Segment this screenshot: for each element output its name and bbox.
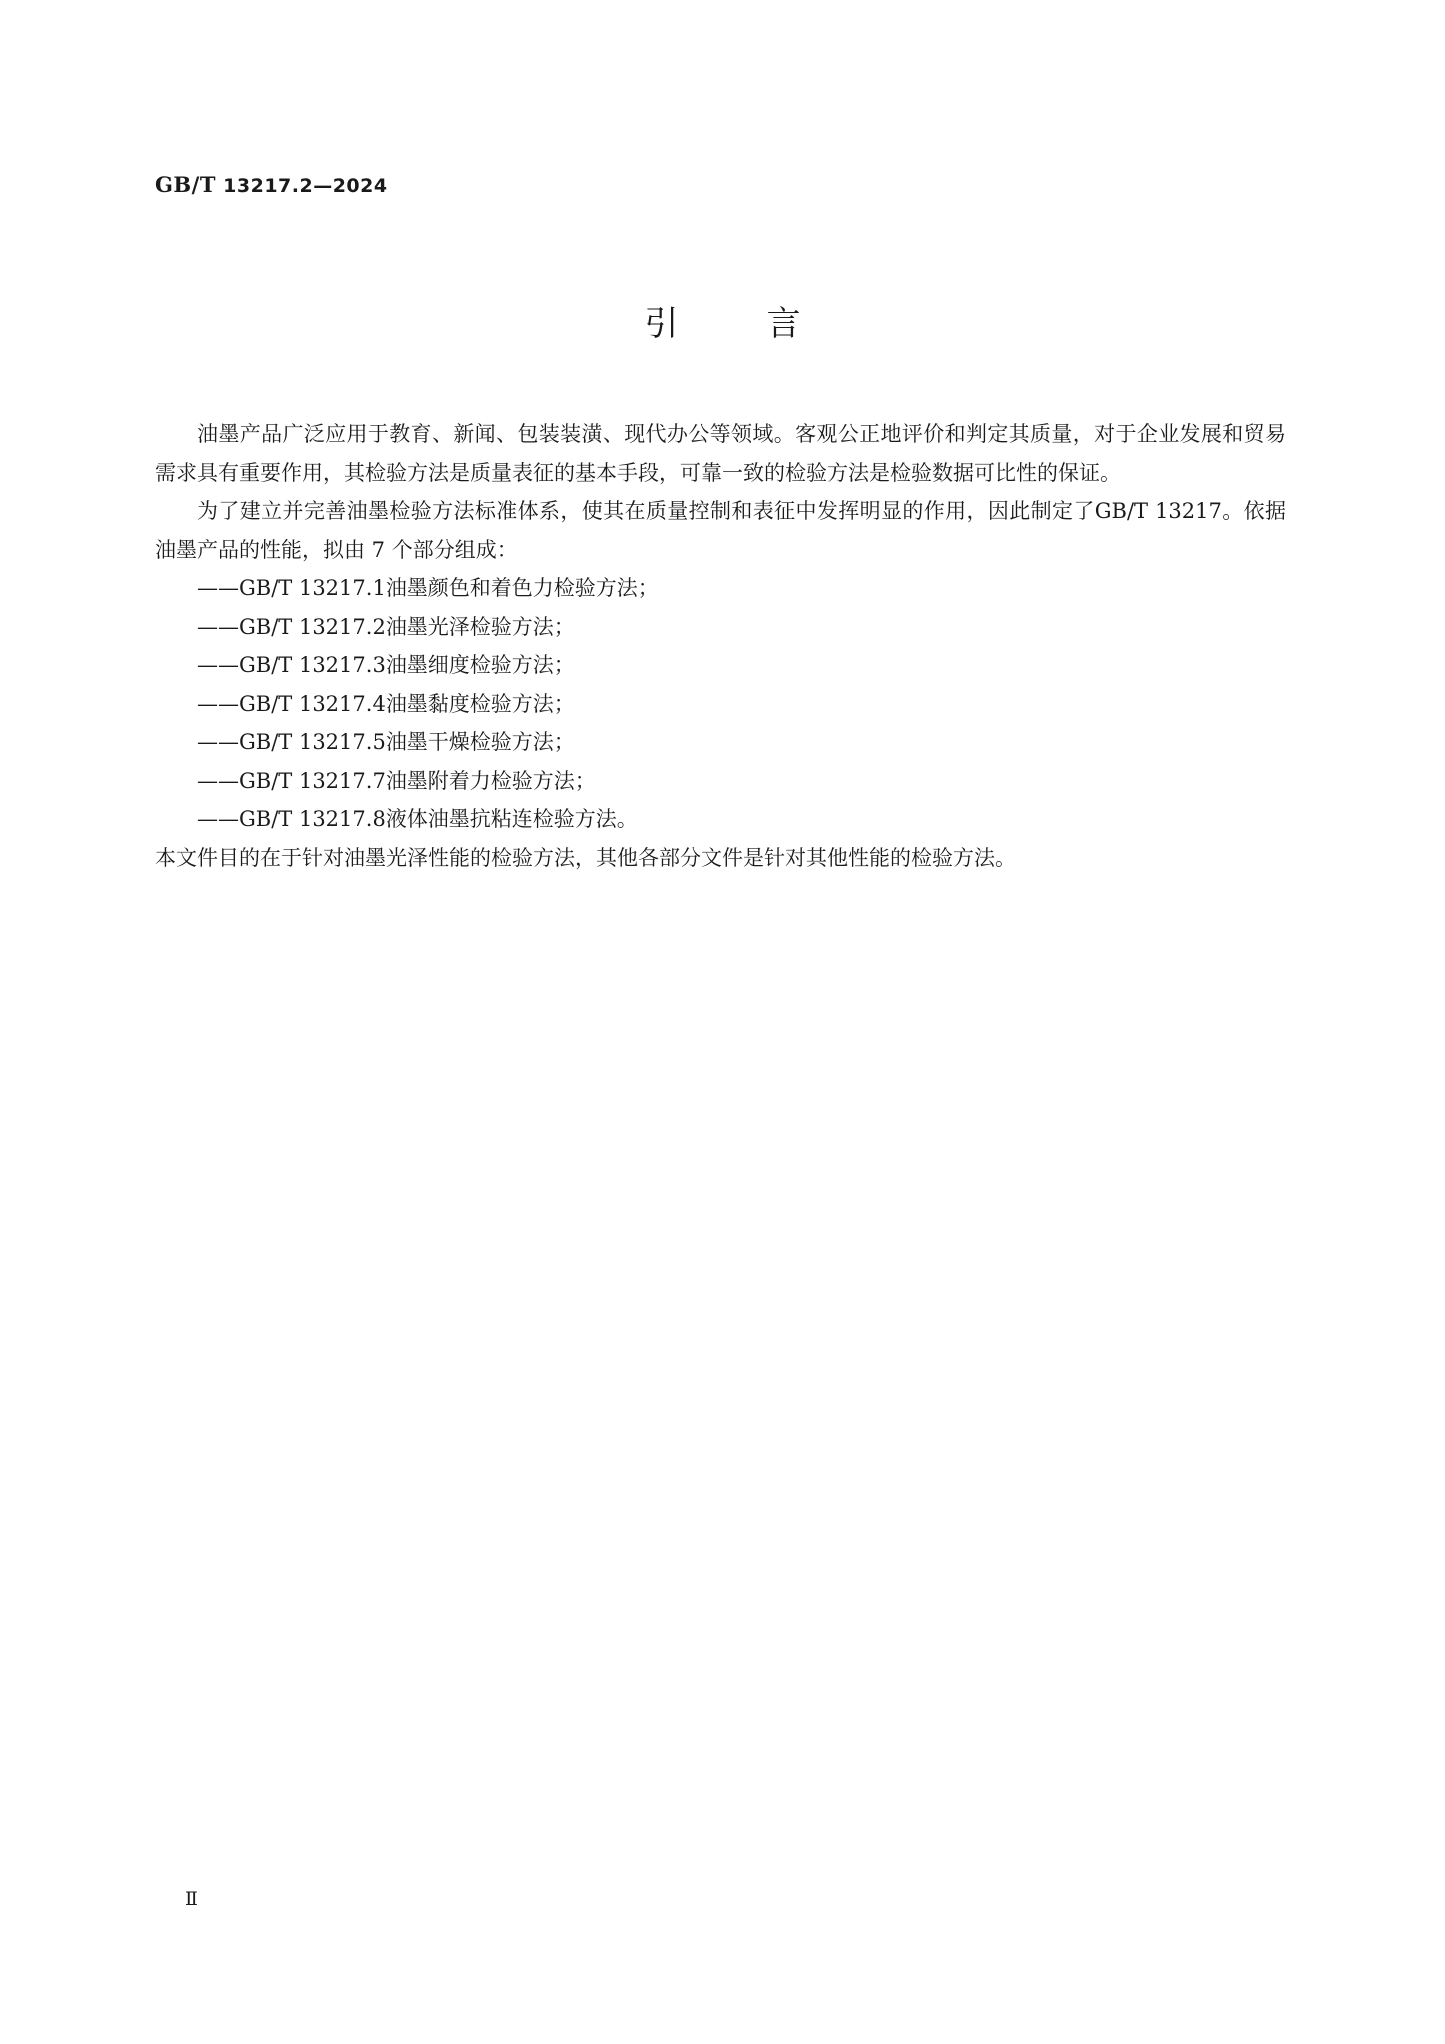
list-item [155,762,1286,801]
page-number: Ⅱ [185,1888,198,1910]
list-item [155,723,1286,762]
part-code: ——GB/T 13217.3 [197,653,386,677]
part-name: 油墨细度检验方法； [385,653,575,677]
intro-paragraph-1: 油墨产品广泛应用于教育、新闻、包装装潢、现代办公等领域。客观公正地评价和判定其质量，对于企业发展和贸易需求具有重要作用，其检验方法是质量表征的基本手段，可靠一致的检验方法是检验数据可比性的保证。 [155,422,1286,485]
standard-code-number: 13217.2—2024 [223,175,388,197]
part-code: ——GB/T 13217.4 [197,691,386,716]
part-name: 油墨干燥检验方法； [385,730,575,754]
part-code: ——GB/T 13217.7 [197,768,386,793]
list-item [155,685,1286,724]
standard-code-header [155,172,388,197]
part-name: 液体油墨抗粘连检验方法。 [385,807,638,831]
part-code: ——GB/T 13217.2 [197,614,386,639]
closing-paragraph: 本文件目的在于针对油墨光泽性能的检验方法，其他各部分文件是针对其他性能的检验方法。 [155,845,1016,870]
list-item [155,569,1286,608]
part-name: 油墨附着力检验方法； [385,768,596,793]
list-item [155,646,1286,685]
document-body [155,415,1286,877]
list-item [155,800,1286,839]
part-name: 油墨颜色和着色力检验方法； [385,576,659,600]
intro-paragraph-2: 为了建立并完善油墨检验方法标准体系，使其在质量控制和表征中发挥明显的作用，因此制定了GB/T 13217。依据油墨产品的性能，拟由 7 个部分组成： [155,499,1286,562]
list-item [155,608,1286,647]
part-name: 油墨光泽检验方法； [385,614,575,639]
part-code: ——GB/T 13217.8 [197,807,386,831]
part-code: ——GB/T 13217.5 [197,730,386,754]
part-name: 油墨黏度检验方法； [385,691,575,716]
parts-list [155,569,1286,839]
page-title: 引言 [644,304,889,344]
part-code: ——GB/T 13217.1 [197,576,386,600]
standard-code-prefix: GB/T [155,172,216,197]
